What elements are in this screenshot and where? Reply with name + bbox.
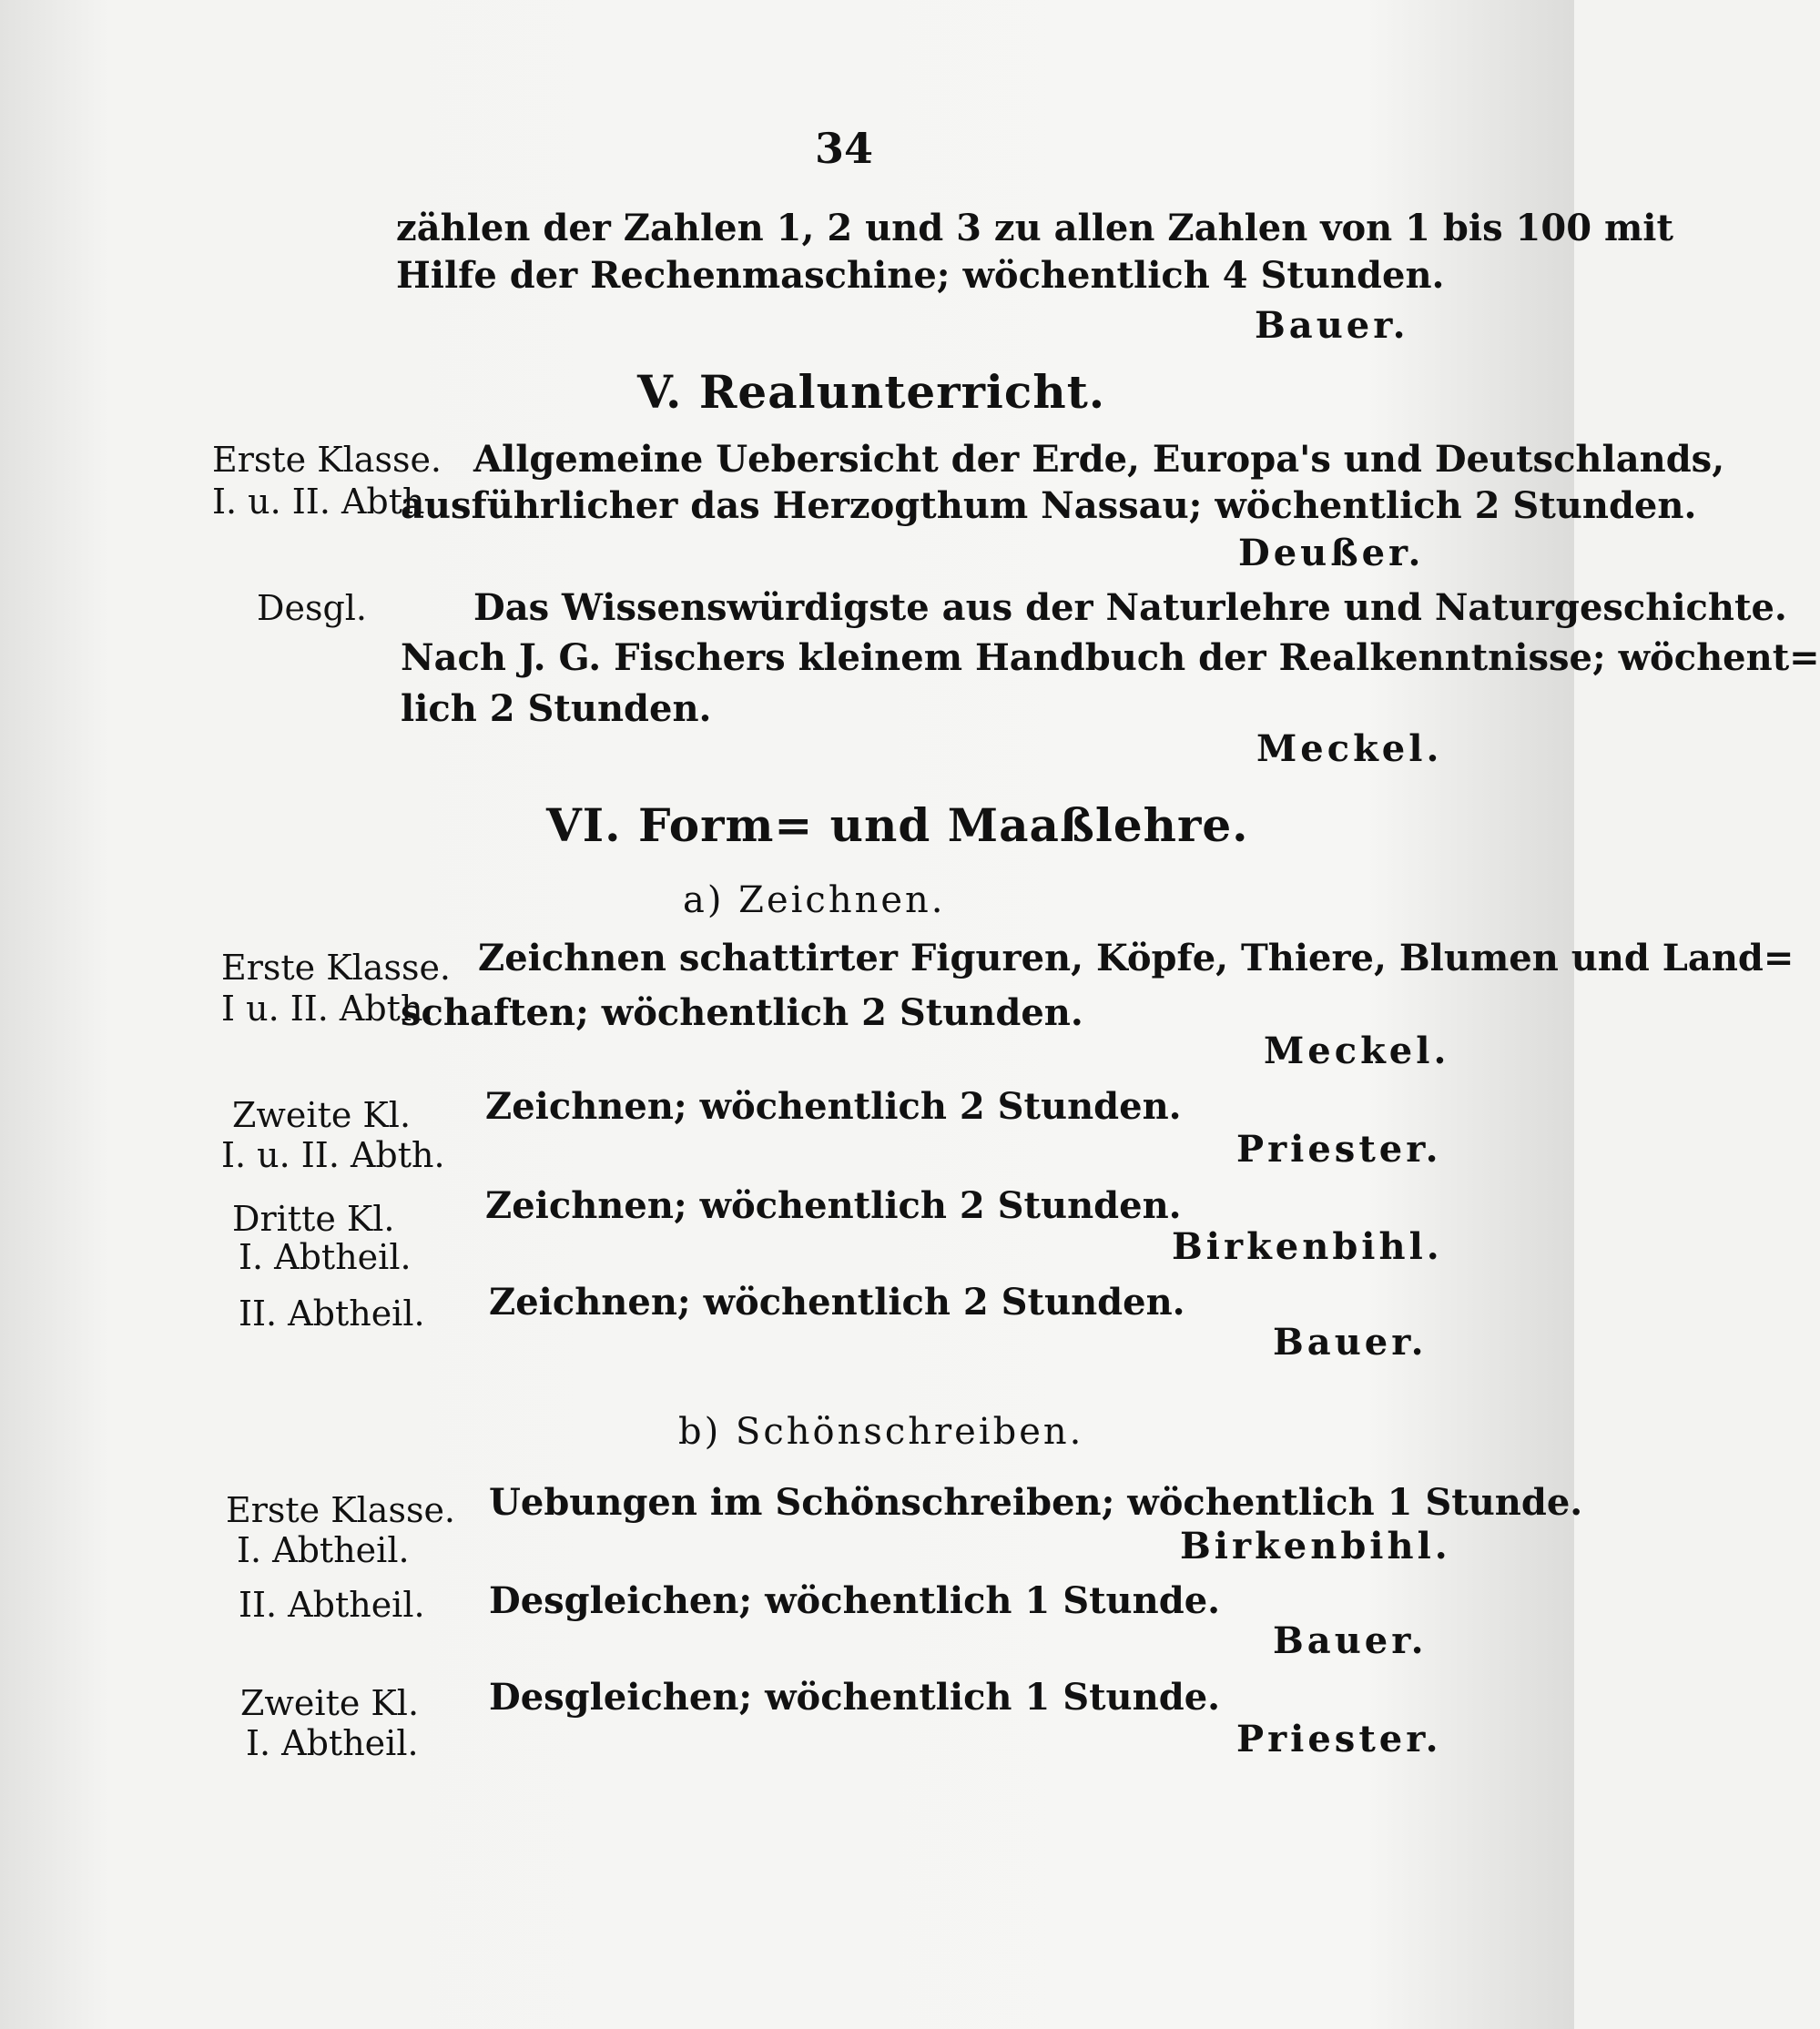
entry-sublabel: I. u. II. Abth. xyxy=(221,1135,445,1175)
entry-text-line: Zeichnen; wöchentlich 2 Stunden. xyxy=(485,1085,1182,1128)
teacher-name: Meckel. xyxy=(1264,1030,1450,1072)
teacher-name: Priester. xyxy=(1236,1718,1442,1760)
entry-label: Zweite Kl. xyxy=(232,1095,412,1135)
intro-line-2: Hilfe der Rechenmaschine; wöchentlich 4 Stunden. xyxy=(396,254,1445,297)
entry-label: Desgl. xyxy=(257,588,368,628)
entry-label: Erste Klasse. xyxy=(212,440,442,480)
entry-sublabel: I u. II. Abth. xyxy=(221,989,434,1029)
entry-text-line: Zeichnen; wöchentlich 2 Stunden. xyxy=(489,1281,1185,1324)
teacher-name: Bauer. xyxy=(1273,1619,1428,1662)
entry-text-line: schaften; wöchentlich 2 Stunden. xyxy=(401,991,1083,1034)
section-heading-v: V. Realunterricht. xyxy=(637,365,1106,419)
teacher-name: Birkenbihl. xyxy=(1180,1525,1451,1567)
teacher-name: Birkenbihl. xyxy=(1172,1225,1443,1268)
entry-label: Erste Klasse. xyxy=(226,1490,456,1530)
entry-sublabel: I. Abtheil. xyxy=(239,1237,412,1277)
teacher-bauer: Bauer. xyxy=(1255,304,1409,347)
entry-text-line: Zeichnen; wöchentlich 2 Stunden. xyxy=(485,1184,1182,1227)
entry-label: Zweite Kl. xyxy=(240,1683,420,1723)
entry-text-line: Desgleichen; wöchentlich 1 Stunde. xyxy=(489,1579,1221,1622)
entry-label: Dritte Kl. xyxy=(232,1199,395,1239)
entry-text-line: Das Wissenswürdigste aus der Naturlehre und Naturgeschichte. xyxy=(473,586,1787,629)
entry-text-line: Allgemeine Uebersicht der Erde, Europa's und Deutschlands, xyxy=(473,438,1725,481)
entry-text-line: Nach J. G. Fischers kleinem Handbuch der Realkenntnisse; wöchent= xyxy=(401,636,1820,679)
teacher-name: Meckel. xyxy=(1256,727,1443,770)
entry-sublabel: I. u. II. Abth. xyxy=(212,482,436,522)
section-heading-vi: VI. Form= und Maaßlehre. xyxy=(546,798,1249,852)
intro-line-1: zählen der Zahlen 1, 2 und 3 zu allen Zahlen von 1 bis 100 mit xyxy=(396,207,1673,249)
entry-text-line: Uebungen im Schönschreiben; wöchentlich 1 Stunde. xyxy=(489,1481,1583,1524)
entry-sublabel: I. Abtheil. xyxy=(246,1723,419,1763)
entry-sublabel: I. Abtheil. xyxy=(237,1530,410,1570)
entry-text-line: ausführlicher das Herzogthum Nassau; wöchentlich 2 Stunden. xyxy=(401,484,1697,527)
subsection-heading-a: a) Zeichnen. xyxy=(683,879,946,921)
entry-label: II. Abtheil. xyxy=(239,1585,425,1625)
teacher-name: Bauer. xyxy=(1273,1321,1428,1364)
teacher-name: Deußer. xyxy=(1238,532,1425,574)
teacher-name: Priester. xyxy=(1236,1128,1442,1171)
entry-label: II. Abtheil. xyxy=(239,1293,425,1334)
entry-label: Erste Klasse. xyxy=(221,948,452,988)
entry-text-line: Zeichnen schattirter Figuren, Köpfe, Thiere, Blumen und Land= xyxy=(478,937,1795,979)
subsection-heading-b: b) Schönschreiben. xyxy=(678,1411,1084,1453)
entry-text-line: Desgleichen; wöchentlich 1 Stunde. xyxy=(489,1676,1221,1719)
page-number: 34 xyxy=(815,124,874,173)
entry-text-line: lich 2 Stunden. xyxy=(401,687,712,730)
